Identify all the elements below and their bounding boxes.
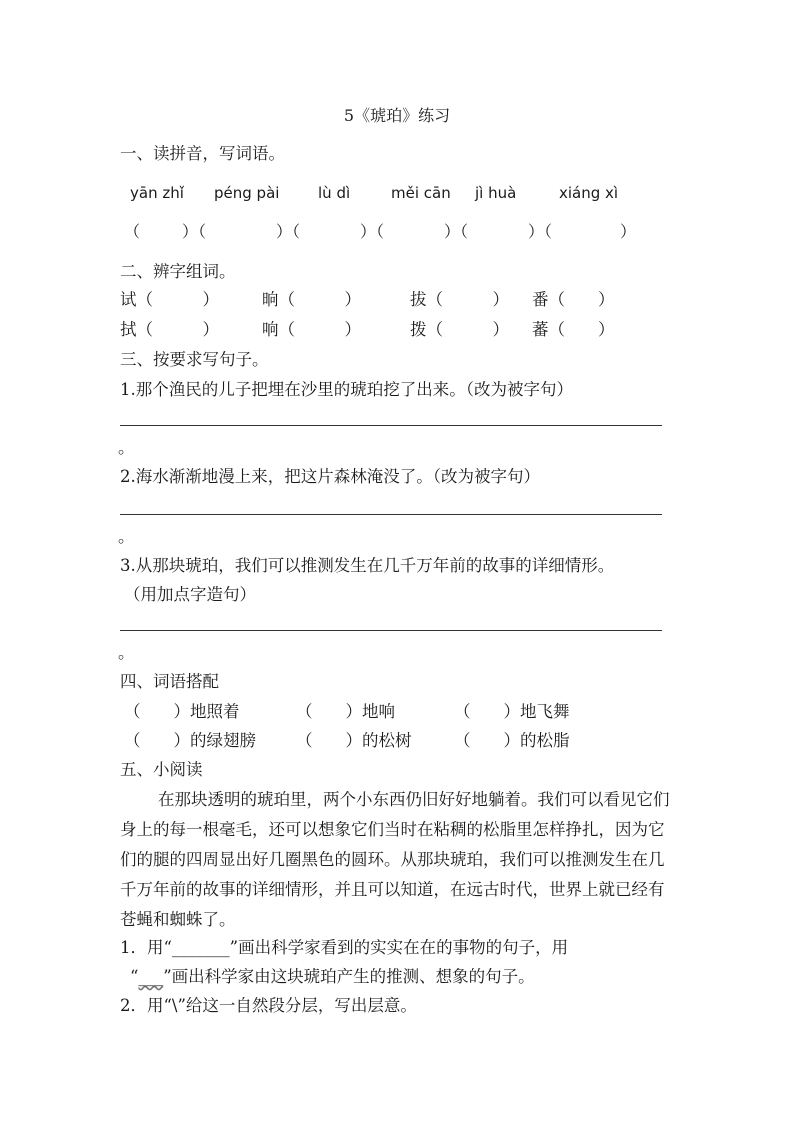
word-item: 晌（ ） (262, 290, 361, 309)
pinyin-6: xiáng xì (559, 184, 619, 202)
section3-heading: 三、按要求写句子。 (120, 350, 269, 369)
match-item: （ ）的绿翅膀 (124, 731, 256, 750)
word-item: 试（ ） (120, 290, 219, 309)
match-item: （ ）地照着 (124, 702, 240, 721)
pinyin-1: yān zhǐ (130, 184, 184, 202)
blank-paren: ）（ (182, 222, 207, 241)
answer-line (120, 425, 662, 426)
match-item: （ ）的松脂 (454, 731, 570, 750)
blank-paren: ）（ (528, 222, 553, 241)
pinyin-2: péng pài (214, 184, 280, 202)
blank-paren: ）（ (444, 222, 469, 241)
reading-question-1-cont (130, 967, 535, 987)
word-item: 拨（ ） (410, 320, 509, 339)
word-item: 拔（ ） (410, 290, 509, 309)
pinyin-5: jì huà (475, 184, 517, 202)
match-item: （ ）的松树 (296, 731, 412, 750)
question-2: 2.海水渐渐地漫上来，把这片森林淹没了。（改为被字句） (120, 467, 540, 486)
blank-paren: ）（ (276, 222, 301, 241)
match-item: （ ）地飞舞 (454, 702, 570, 721)
reading-question-2: 2．用“\”给这一自然段分层，写出层意。 (120, 996, 417, 1015)
quote-open: “ (130, 967, 139, 986)
match-item: （ ）地响 (296, 702, 395, 721)
reading-passage: 在那块透明的琥珀里，两个小东西仍旧好好地躺着。我们可以看见它们身上的每一根毫毛，还可以想象它们当时在粘稠的松脂里怎样挣扎，因为它们的腿的四周显出好几圈黑色的圆环。从那块琥珀，我们可以推测发生在几千万年前的故事的详细情形，并且可以知道，在远古时代，世界上就已经有苍蝇和蜘蛛了。 (120, 790, 670, 929)
word-item: 番（ ） (532, 290, 615, 309)
pinyin-3: lù dì (318, 184, 351, 202)
section5-heading: 五、小阅读 (120, 760, 203, 779)
wavy-line-mark: ___ (138, 967, 164, 986)
question-3-note: （用加点字造句） (124, 585, 256, 604)
answer-line (120, 630, 662, 631)
word-item: 拭（ ） (120, 320, 219, 339)
word-item: 蕃（ ） (532, 320, 615, 339)
sentence-end: 。 (118, 643, 135, 662)
reading-question-1: 1．用“_______”画出科学家看到的实实在在的事物的句子，用 (120, 938, 569, 957)
sentence-end: 。 (118, 527, 135, 546)
pinyin-4: měi cān (391, 184, 451, 202)
page-title: 5《琥珀》练习 (343, 106, 451, 125)
answer-line (120, 514, 662, 515)
blank-paren: ） (620, 222, 637, 241)
question-1: 1.那个渔民的儿子把埋在沙里的琥珀挖了出来。（改为被字句） (120, 380, 573, 399)
word-item: 响（ ） (262, 320, 361, 339)
sentence-end: 。 (118, 438, 135, 457)
blank-paren: （ (124, 222, 141, 241)
blank-paren: ）（ (360, 222, 385, 241)
reading-question-1-rest: ”画出科学家由这块琥珀产生的推测、想象的句子。 (163, 967, 535, 986)
section1-heading: 一、读拼音，写词语。 (120, 144, 285, 163)
section4-heading: 四、词语搭配 (120, 672, 219, 691)
question-3: 3.从那块琥珀，我们可以推测发生在几千万年前的故事的详细情形。 (120, 556, 615, 575)
section2-heading: 二、辨字组词。 (120, 262, 236, 281)
